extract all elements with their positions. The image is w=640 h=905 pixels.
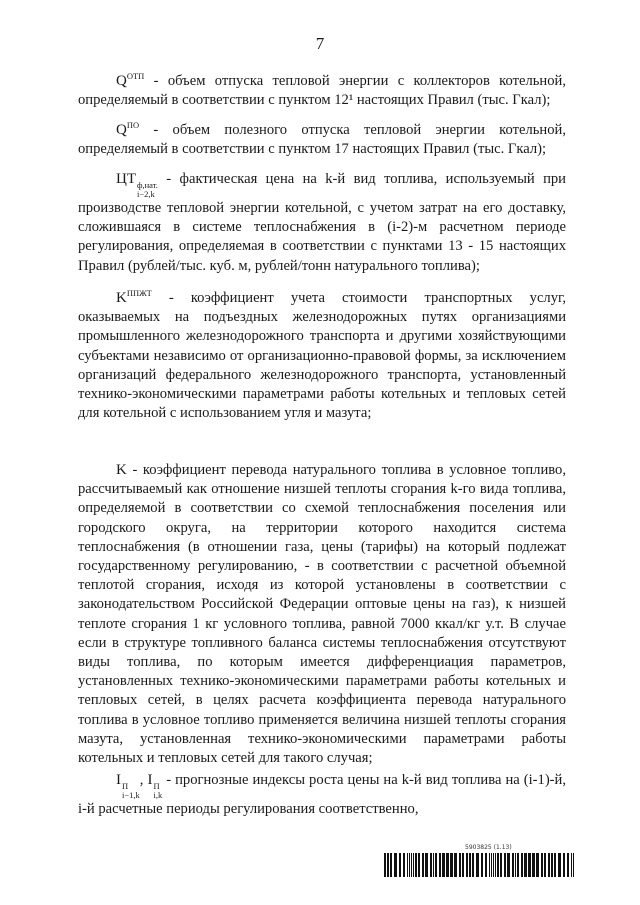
paragraph-price-indices: I П i−1,k , I П i,k - прогнозные индексы роста цены на k-й вид топлива на (i-1)-й, i-й расчетные периоды регулирования соответственно,	[78, 772, 566, 817]
symbol-q-otp: $Q^{ОТП}$	[116, 71, 145, 89]
paragraph-q-otp: $Q^{ОТП}$ - объем отпуска тепловой энергии с коллекторов котельной, определяемый в соответствии с пунктом 12¹ настоящих Правил (тыс. Гкал);	[78, 71, 566, 109]
page-number: 7	[315, 34, 325, 53]
symbol-k-ppzht: $K^{ППЖТ}$	[116, 288, 152, 306]
document-code: 5903825 (1.13)	[465, 844, 512, 851]
symbol-k: K	[116, 462, 127, 478]
paragraph-k-ppzht: $K^{ППЖТ}$ - коэффициент учета стоимости транспортных услуг, оказываемых на подъездных железнодорожных путях организациями промышленного железнодорожного транспорта и другими хозяйствующими субъектами независимо от организационно-правовой формы, за исключением организаций федерального железнодорожного транспорта, установленный технико-экономическими параметрами работы котельных и тепловых сетей для котельной с использованием угля и мазута;	[78, 288, 566, 422]
symbol-i-cur: I П i,k	[147, 772, 163, 800]
symbol-q-po: $Q^{ПО}$	[116, 120, 140, 138]
symbol-fuel-price: ЦТ ф,нат. i−2,k	[116, 171, 158, 199]
barcode	[384, 853, 574, 877]
paragraph-q-po: $Q^{ПО}$ - объем полезного отпуска тепловой энергии котельной, определяемый в соответствии с пунктом 17 настоящих Правил (тыс. Гкал);	[78, 120, 566, 158]
paragraph-fuel-price: ЦТ ф,нат. i−2,k - фактическая цена на k-й вид топлива, используемый при производстве тепловой энергии котельной, с учетом затрат на его доставку, сложившаяся в системе теплоснабжения в (i-2)-м расчетном периоде регулирования, определяемая в соответствии с пунктами 13 - 15 настоящих Правил (рублей/тыс. куб. м, рублей/тонн натурального топлива);	[78, 171, 566, 274]
paragraph-k-conversion: K - коэффициент перевода натурального топлива в условное топливо, рассчитываемый как отношение низшей теплоты сгорания k-го вида топлива, определяемой в соответствии со схемой теплоснабжения поселения или городского округа, на территории которого находится система теплоснабжения (в отношении газа, цены (тарифы) на который подлежат государственному регулированию, - в соответствии с расчетной объемной теплотой сгорания, исходя из которой установлены в соответствии с законодательством Российской Федерации оптовые цены на газ), к низшей теплоте сгорания 1 кг условного топлива, равной 7000 ккал/кг у.т. В случае если в структуре топливного баланса системы теплоснабжения отсутствуют виды топлива, по которым имеется дифференциация параметров, установленных технико-экономическими параметрами работы котельных и тепловых сетей, в целях расчета коэффициента перевода натурального топлива в условное топливо применяется величина низшей теплоты сгорания мазута, установленная технико-экономическими параметрами работы котельных и тепловых сетей для такого случая;	[78, 462, 566, 767]
symbol-i-prev: I П i−1,k	[116, 772, 140, 800]
